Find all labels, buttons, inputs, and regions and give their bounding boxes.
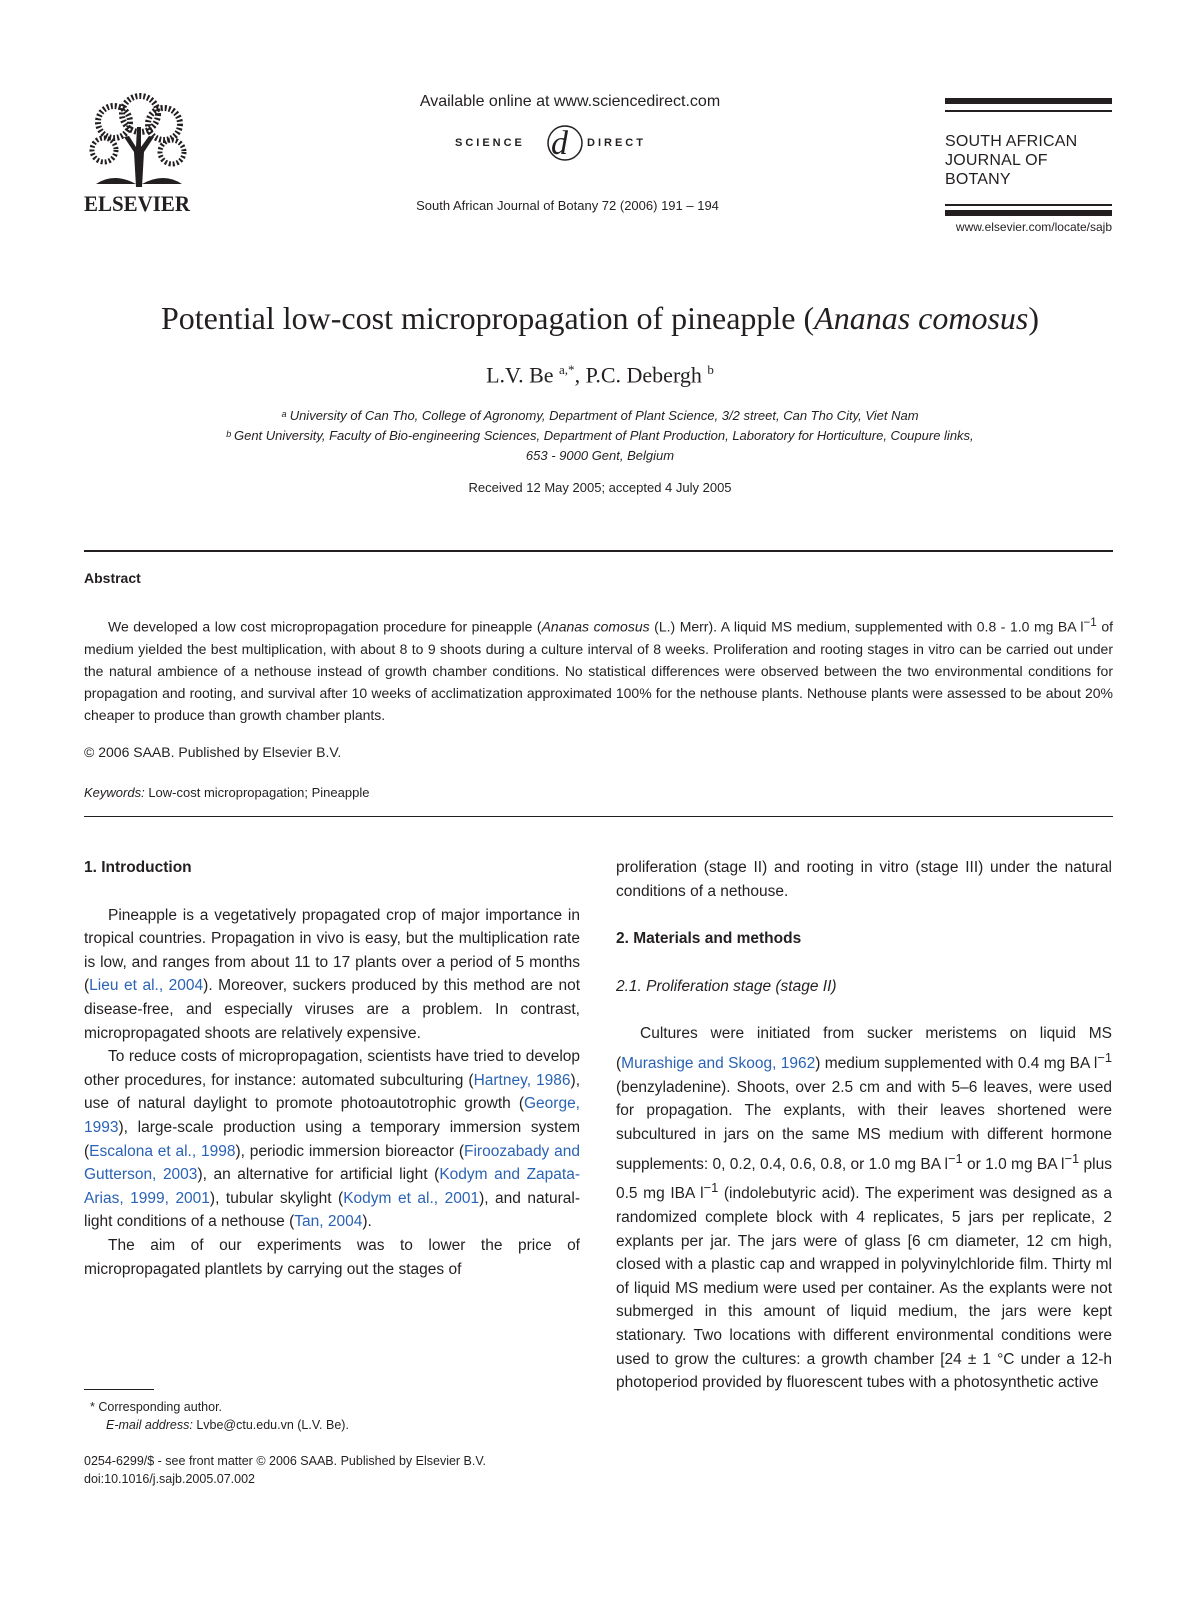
subsection-heading: 2.1. Proliferation stage (stage II) — [616, 977, 837, 995]
author-name: L.V. Be — [486, 362, 560, 388]
copyright-line: © 2006 SAAB. Published by Elsevier B.V. — [84, 744, 342, 760]
journal-name-line2: JOURNAL OF BOTANY — [945, 152, 1048, 188]
issn-line: 0254-6299/$ - see front matter © 2006 SAAB. Published by Elsevier B.V. — [84, 1454, 487, 1468]
paragraph: The aim of our experiments was to lower the price of micropropagated plantlets by carrying out the stages of — [84, 1236, 580, 1278]
sciencedirect-logo — [455, 122, 675, 168]
author-list: L.V. Be $^{a,*}$, P.C. Debergh $^b$ — [486, 362, 714, 388]
svg-text:d: d — [551, 125, 568, 162]
citation-link[interactable]: Firoozabady and Gutterson, 2003 — [84, 1142, 580, 1184]
journal-citation: South African Journal of Botany 72 (2006) 191 – 194 — [416, 198, 719, 213]
article-title: Potential low-cost micropropagation of pineapple (Ananas comosus) — [160, 300, 1040, 336]
footnote-email: E-mail address: Lvbe@ctu.edu.vn (L.V. Be). — [106, 1418, 349, 1432]
publisher-wordmark: ELSEVIER — [84, 191, 192, 212]
footnote-star: * Corresponding author. — [90, 1400, 223, 1414]
left-column — [84, 856, 580, 1281]
right-column — [616, 856, 1112, 1395]
journal-name — [945, 132, 1115, 189]
journal-url-link[interactable]: www.elsevier.com/locate/sajb — [955, 220, 1112, 234]
citation-link[interactable]: Tan, 2004 — [294, 1213, 363, 1231]
front-matter — [84, 1452, 580, 1488]
paragraph: proliferation (stage II) and rooting in vitro (stage III) under the natural conditions of a nethouse. — [616, 859, 1112, 900]
available-online-text: Available online at www.sciencedirect.com — [419, 93, 721, 110]
section-heading: 2. Materials and methods — [616, 930, 802, 948]
citation-link[interactable]: Lieu et al., 2004 — [89, 977, 204, 995]
citation-link[interactable]: George, 1993 — [84, 1095, 580, 1136]
citation-link[interactable]: Escalona et al., 1998 — [89, 1142, 236, 1160]
keywords: Keywords: Low-cost micropropagation; Pineapple — [84, 785, 370, 800]
affiliation-b-cont: 653 - 9000 Gent, Belgium — [525, 448, 675, 463]
journal-bar — [945, 204, 1112, 206]
paragraph: Cultures were initiated from sucker meristems on liquid MS (Murashige and Skoog, 1962) medium supplemented with 0.4 mg BA $l^{-1}$ (benzyladenine). Shoots, over 2.5 cm and with 5–6 leaves, were used for propagation. The explants, with their leaves shortened were subcultured in jars on the same MS medium with different hormone supplements: 0, 0.2, 0.4, 0.6, 0.8, or 1.0 mg BA $l^{-1}$ or 1.0 mg BA $l^{-1}$ plus 0.5 mg IBA $l^{-1}$ (indolebutyric acid). The experiment was designed as a randomized complete block with 4 replicates, 5 jars per replicate, 2 explants per jar. The jars were of glass [6 cm diameter, 12 cm high, closed with a plastic cap and wrapped in polyvinylchloride film. Thirty ml of liquid MS medium were used per container. As the explants were not submerged in this amount of liquid medium, the jars were kept stationary. Two locations with different environmental conditions were used to grow the cultures: a growth chamber [24 ± 1 °C under a 12-h photoperiod provided by fluorescent tubes with a photosynthetic active — [616, 1025, 1113, 1392]
paragraph: Pineapple is a vegetatively propagated crop of major importance in tropical countries. Propagation in vivo is easy, but the multiplication rate is low, and ranges from about 11 to 17 plants over a period of 5 months (Lieu et al., 2004). Moreover, suckers produced by this method are not disease-free, and especially viruses are a problem. In contrast, micropropagated shoots are relatively expensive. — [84, 906, 581, 1042]
sd-logo-left: SCIENCE — [455, 137, 525, 149]
journal-bar — [945, 110, 1112, 112]
abstract-body: We developed a low cost micropropagation procedure for pineapple (Ananas comosus (L.) Merr). A liquid MS medium, supplemented with 0.8 - 1.0 mg BA $l^{-1}$ of medium yielded the best multiplication, with about 8 to 9 shoots during a culture interval of 8 weeks. Proliferation and rooting stages in vitro can be carried out under the natural ambience of a nethouse instead of growth chamber conditions. No statistical differences were observed between the two environmental conditions for propagation and rooting, and survival after 10 weeks of acclimatization approximated 100% for the nethouse plants. Nethouse plants were assessed to be about 20% cheaper to produce than growth chamber plants. — [84, 616, 1113, 723]
footnote-rule — [84, 1389, 154, 1390]
received-dates: Received 12 May 2005; accepted 4 July 2005 — [468, 480, 732, 495]
section-heading: 1. Introduction — [84, 859, 192, 876]
doi-line: doi:10.1016/j.sajb.2005.07.002 — [84, 1472, 255, 1486]
citation-link[interactable]: Murashige and Skoog, 1962 — [621, 1055, 816, 1073]
journal-bar — [945, 210, 1112, 216]
divider — [84, 816, 1113, 817]
corresponding-author-footnote — [84, 1398, 580, 1434]
citation-link[interactable]: Hartney, 1986 — [473, 1071, 571, 1089]
paragraph: To reduce costs of micropropagation, scientists have tried to develop other procedures, for instance: automated subculturing (Hartney, 1986), use of natural daylight to promote photoautotrophic growth (George, 1993), large-scale production using a temporary immersion system (Escalona et al., 1998), periodic immersion bioreactor (Firoozabady and Gutterson, 2003), an alternative for artificial light (Kodym and Zapata-Arias, 1999, 2001), tubular skylight (Kodym et al., 2001), and natural-light conditions of a nethouse (Tan, 2004). — [84, 1048, 581, 1231]
divider — [84, 550, 1113, 552]
journal-name-line1: SOUTH AFRICAN — [945, 133, 1078, 150]
abstract-heading: Abstract — [84, 570, 141, 586]
sd-logo-right: DIRECT — [587, 137, 646, 149]
affiliation-b: ᵇ Gent University, Faculty of Bio-engineering Sciences, Department of Plant Production, Laboratory for Horticulture, Coupure links, — [226, 428, 974, 443]
elsevier-tree-logo — [84, 92, 192, 212]
citation-link[interactable]: Kodym et al., 2001 — [343, 1189, 480, 1207]
citation-link[interactable]: Kodym and Zapata-Arias, 1999, 2001 — [84, 1166, 580, 1207]
affiliation-a: ᵃ University of Can Tho, College of Agronomy, Department of Plant Science, 3/2 street, Can Tho City, Viet Nam — [281, 408, 919, 423]
journal-bar — [945, 98, 1112, 104]
author-name: , P.C. Debergh — [574, 362, 708, 388]
